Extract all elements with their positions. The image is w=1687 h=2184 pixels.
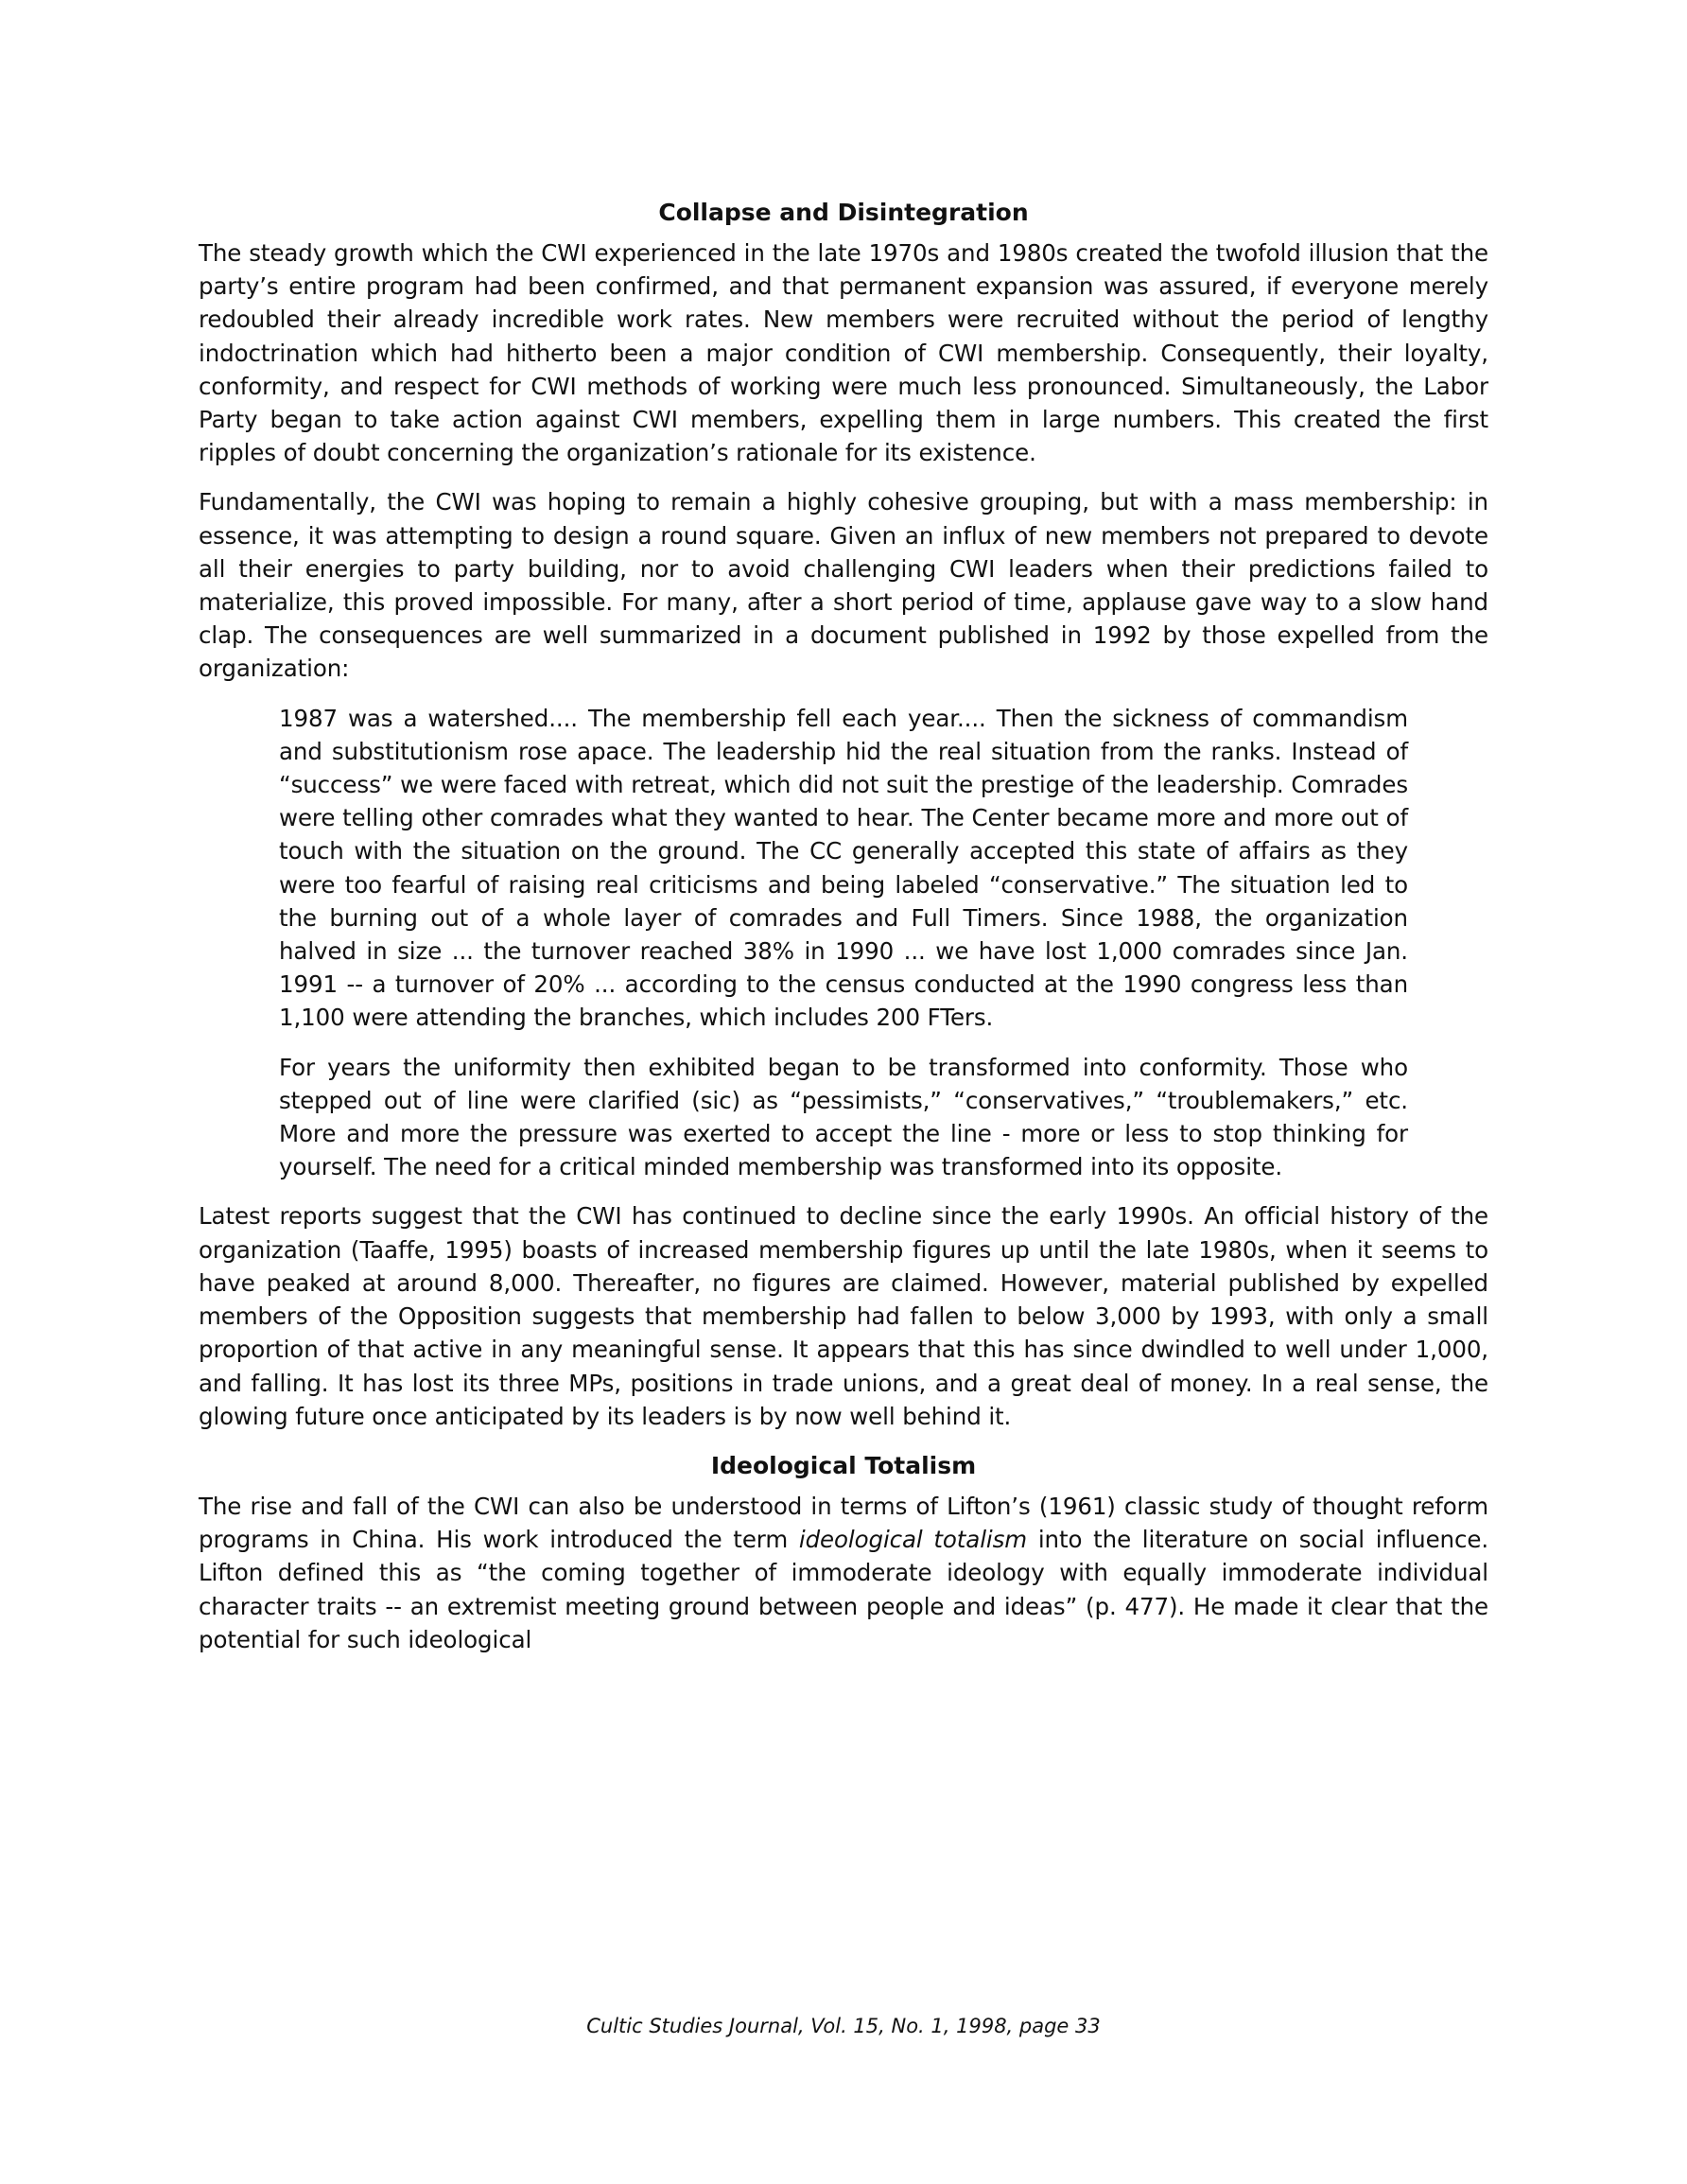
italic-term: ideological totalism <box>798 1526 1028 1554</box>
blockquote-paragraph-uniformity: For years the uniformity then exhibited began to be transformed into conformity. Those who stepped out of line were clarified (sic) as “pessimists,” “conservatives,” “troublemakers,” etc. More and more the pressure was exerted to accept the line - more or less to stop thinking for yourself. The need for a critical minded membership was transformed into its opposite. <box>279 1053 1408 1181</box>
text-before-italic: The rise and fall of the CWI can also be understood in terms of Lifton’s (1961) classic study of thought reform programs in China. His work introduced the term <box>199 1492 1488 1554</box>
paragraph-rise-and-fall <box>199 1490 1488 1656</box>
paragraph-steady-growth: The steady growth which the CWI experienced in the late 1970s and 1980s created the twofold illusion that the party’s entire program had been confirmed, and that permanent expansion was assured, if everyone merely redoubled their already incredible work rates. New members were recruited without the period of lengthy indoctrination which had hitherto been a major condition of CWI membership. Consequently, their loyalty, conformity, and respect for CWI methods of working were much less pronounced. Simultaneously, the Labor Party began to take action against CWI members, expelling them in large numbers. This created the first ripples of doubt concerning the organization’s rationale for its existence. <box>199 239 1488 467</box>
page-footer-citation: Cultic Studies Journal, Vol. 15, No. 1, 1998, page 33 <box>586 2015 1101 2037</box>
paragraph-fundamentally: Fundamentally, the CWI was hoping to remain a highly cohesive grouping, but with a mass membership: in essence, it was attempting to design a round square. Given an influx of new members not prepared to devote all their energies to party building, nor to avoid challenging CWI leaders when their predictions failed to materialize, this proved impossible. For many, after a short period of time, applause gave way to a slow hand clap. The consequences are well summarized in a document published in 1992 by those expelled from the organization: <box>199 488 1488 683</box>
paragraph-latest-reports: Latest reports suggest that the CWI has continued to decline since the early 1990s. An official history of the organization (Taaffe, 1995) boasts of increased membership figures up until the late 1980s, when it seems to have peaked at around 8,000. Thereafter, no figures are claimed. However, material published by expelled members of the Opposition suggests that membership had fallen to below 3,000 by 1993, with only a small proportion of that active in any meaningful sense. It appears that this has since dwindled to well under 1,000, and falling. It has lost its three MPs, positions in trade unions, and a great deal of money. In a real sense, the glowing future once anticipated by its leaders is by now well behind it. <box>199 1202 1488 1430</box>
document-page <box>199 196 1488 1672</box>
section-heading-ideological-totalism: Ideological Totalism <box>710 1451 977 1479</box>
section-heading-collapse: Collapse and Disintegration <box>658 199 1029 226</box>
blockquote-paragraph-1987: 1987 was a watershed.... The membership fell each year.... Then the sickness of commandism and substitutionism rose apace. The leadership hid the real situation from the ranks. Instead of “success” we were faced with retreat, which did not suit the prestige of the leadership. Comrades were telling other comrades what they wanted to hear. The Center became more and more out of touch with the situation on the ground. The CC generally accepted this state of affairs as they were too fearful of raising real criticisms and being labeled “conservative.” The situation led to the burning out of a whole layer of comrades and Full Timers. Since 1988, the organization halved in size ... the turnover reached 38% in 1990 ... we have lost 1,000 comrades since Jan. 1991 -- a turnover of 20% ... according to the census conducted at the 1990 congress less than 1,100 were attending the branches, which includes 200 FTers. <box>279 704 1408 1032</box>
blockquote <box>279 702 1408 1184</box>
text-after-italic: into the literature on social influence. Lifton defined this as “the coming together of immoderate ideology with equally immoderate individual character traits -- an extremist meeting ground between people and ideas” (p. 477). He made it clear that the potential for such ideological <box>199 1526 1489 1653</box>
